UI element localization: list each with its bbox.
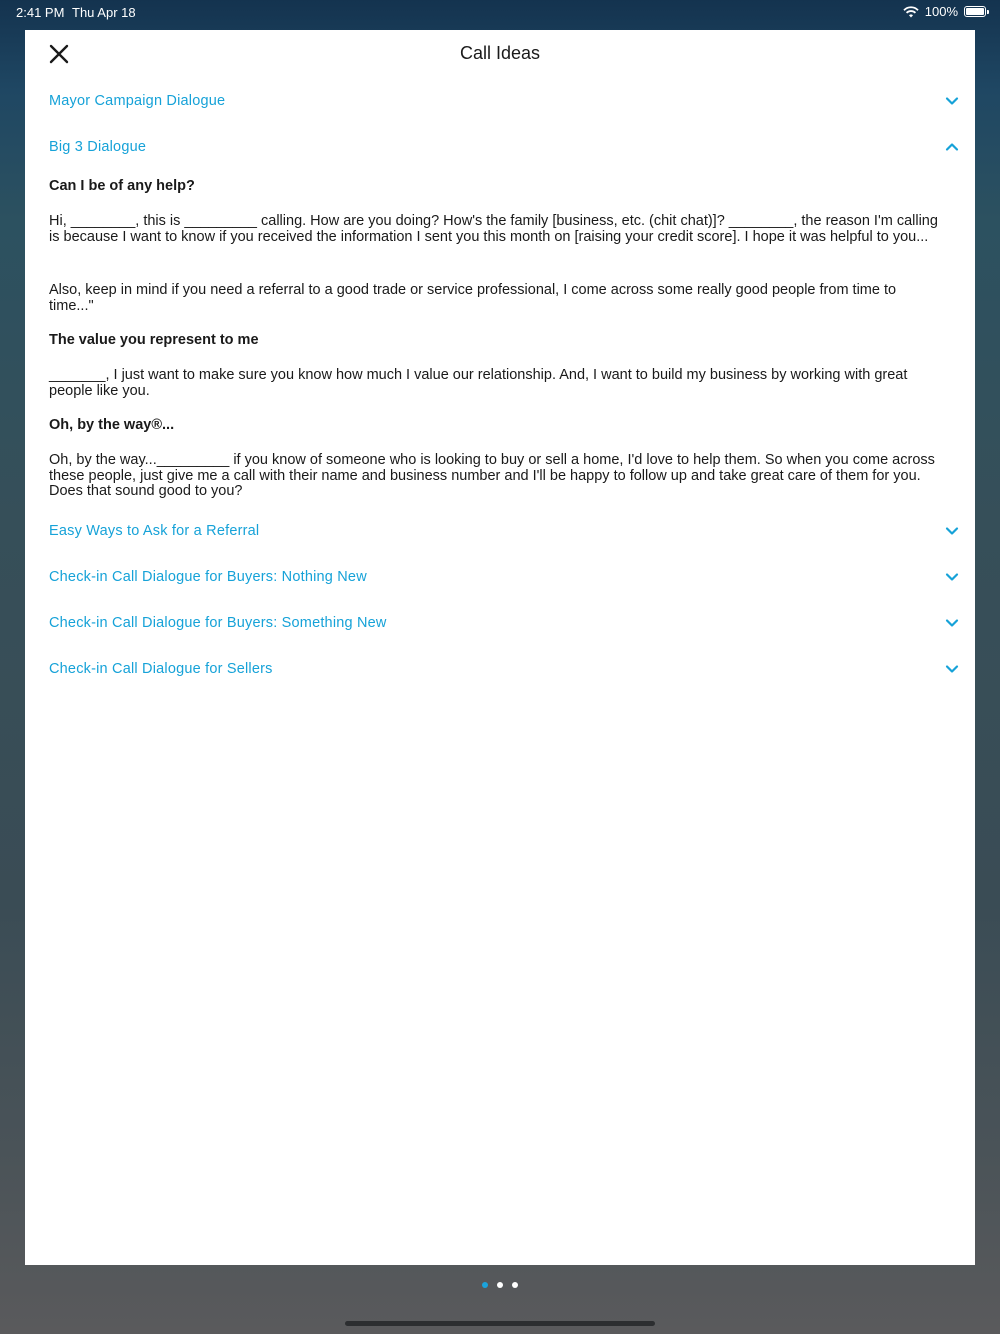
dialogue-accordion (49, 78, 959, 692)
accordion-label: Check-in Call Dialogue for Buyers: Something New (49, 614, 387, 631)
dialogue-paragraph: _______, I just want to make sure you know how much I value our relationship. And, I want to build my business by working with great people like you. (49, 367, 908, 399)
status-bar (0, 0, 1000, 26)
accordion-label: Easy Ways to Ask for a Referral (49, 522, 260, 539)
status-time: 2:41 PM (16, 5, 65, 20)
big-3-dialogue-content (49, 170, 959, 508)
page-title: Call Ideas (459, 43, 541, 63)
section-heading-help: Can I be of any help? (49, 178, 195, 194)
chevron-down-icon (945, 94, 959, 108)
chevron-down-icon (945, 662, 959, 676)
accordion-item-mayor-campaign[interactable] (49, 78, 959, 124)
accordion-label: Check-in Call Dialogue for Sellers (49, 660, 273, 677)
page-indicator[interactable] (0, 1282, 1000, 1288)
accordion-label: Mayor Campaign Dialogue (49, 93, 226, 109)
accordion-item-buyers-something-new[interactable] (49, 600, 959, 646)
chevron-up-icon (945, 140, 959, 154)
call-ideas-sheet (25, 30, 975, 1265)
accordion-item-buyers-nothing-new[interactable] (49, 554, 959, 600)
chevron-down-icon (945, 524, 959, 538)
battery-percent: 100% (924, 4, 958, 19)
accordion-item-sellers[interactable] (49, 646, 959, 692)
page-dot-1[interactable] (482, 1282, 488, 1288)
section-heading-by-the-way: Oh, by the way®... (49, 417, 175, 433)
dialogue-paragraph: Also, keep in mind if you need a referral to a good trade or service professional, I come across some really good people from time to time..." (49, 282, 897, 314)
wifi-icon (903, 6, 919, 18)
section-heading-value: The value you represent to me (49, 332, 259, 348)
accordion-item-referral[interactable] (49, 508, 959, 554)
accordion-label: Check-in Call Dialogue for Buyers: Nothing New (49, 568, 367, 585)
page-dot-3[interactable] (512, 1282, 518, 1288)
accordion-item-big-3[interactable] (49, 124, 959, 170)
status-indicators (903, 4, 986, 19)
dialogue-paragraph: Hi, ________, this is _________ calling. How are you doing? How's the family [business, etc. (chit chat)]? ________, the reason I'm calling is because I want to know if you received the information I sent you this month on [raising your credit score]. I hope it was helpful to you... (49, 213, 938, 245)
accordion-label: Big 3 Dialogue (49, 139, 147, 155)
sheet-header (25, 30, 975, 80)
status-date: Thu Apr 18 (72, 5, 136, 20)
chevron-down-icon (945, 570, 959, 584)
page-dot-2[interactable] (497, 1282, 503, 1288)
chevron-down-icon (945, 616, 959, 630)
dialogue-paragraph: Oh, by the way..._________ if you know of someone who is looking to buy or sell a home, I'd love to help them. So when you come across these people, just give me a call with their name and business number and I'll be happy to follow up and take great care of them for you. Does that sound good to you? (49, 452, 935, 499)
home-indicator[interactable] (345, 1321, 655, 1326)
battery-icon (964, 6, 986, 17)
